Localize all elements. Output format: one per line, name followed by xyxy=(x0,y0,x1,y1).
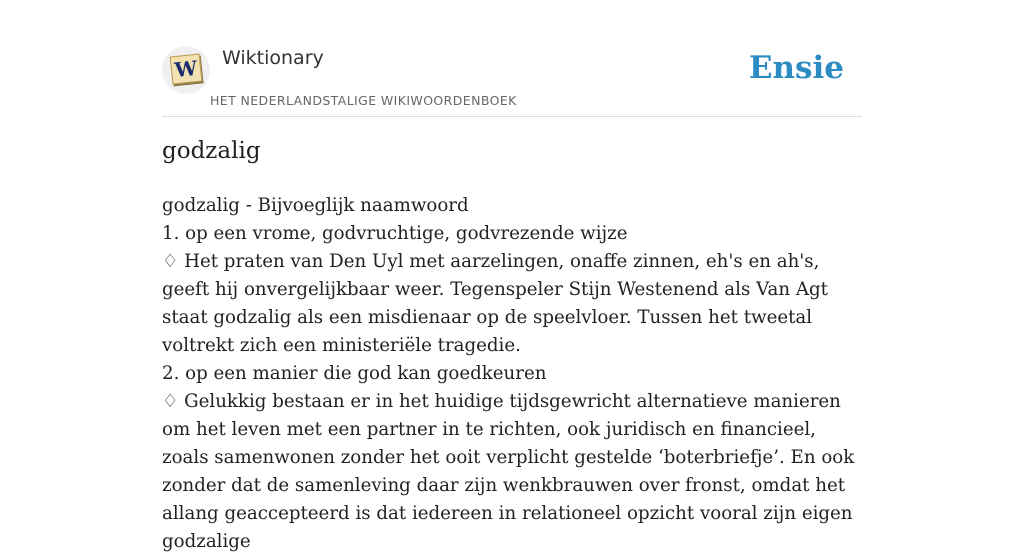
definition-1: 1. op een vrome, godvruchtige, godvrezende wijze xyxy=(162,223,628,244)
entry-title: godzalig xyxy=(162,138,261,164)
site-name[interactable]: Wiktionary xyxy=(222,47,324,69)
ensie-brand-logo[interactable]: Ensie xyxy=(748,50,844,86)
wiktionary-logo[interactable] xyxy=(162,46,210,94)
site-tagline: HET NEDERLANDSTALIGE WIKIWOORDENBOEK xyxy=(210,93,517,108)
entry-heading-line: godzalig - Bijvoeglijk naamwoord xyxy=(162,195,469,216)
site-header xyxy=(162,40,862,117)
example-1: ♢ Het praten van Den Uyl met aarzelingen, onaffe zinnen, eh's en ah's, geeft hij onvergelijkbaar weer. Tegenspeler Stijn Westenend als Van Agt staat godzalig als een misdienaar op de speelvloer. Tussen het tweetal voltrekt zich een ministeriële tragedie. xyxy=(162,251,828,356)
example-2: ♢ Gelukkig bestaan er in het huidige tijdsgewricht alternatieve manieren om het leven met een partner in te richten, ook juridisch en financieel, zoals samenwonen zonder het ooit verplicht gestelde ‘boterbriefje’. En ook zonder dat de samenleving daar zijn wenkbrauwen over fronst, omdat het allang geaccepteerd is dat iedereen in relationeel opzicht vooral zijn eigen godzalige xyxy=(162,391,855,552)
logo-letter: W xyxy=(173,55,199,83)
definition-2: 2. op een manier die god kan goedkeuren xyxy=(162,363,547,384)
logo-tile-icon xyxy=(170,54,203,85)
entry-content xyxy=(162,192,868,556)
